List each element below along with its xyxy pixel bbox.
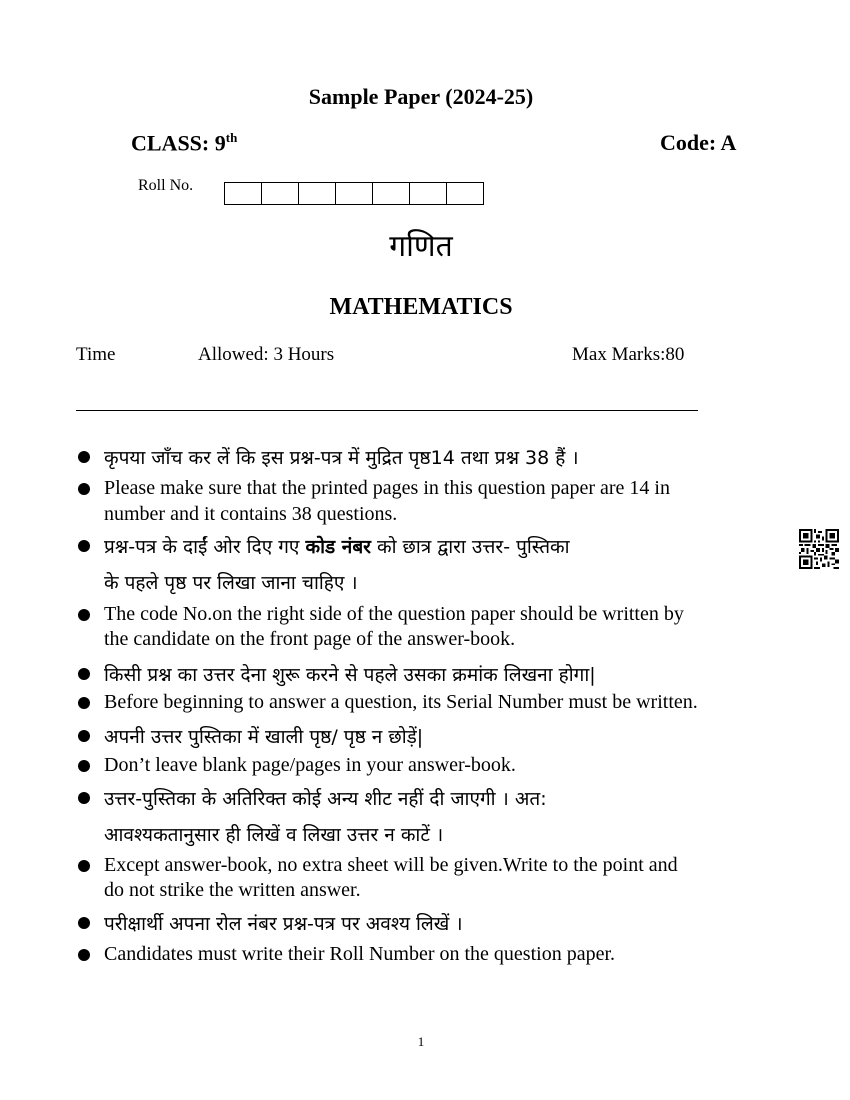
instruction-hindi: अपनी उत्तर पुस्तिका में खाली पृष्ठ/ पृष्ठ न छोड़ें| <box>104 726 424 748</box>
subject-hindi: गणित <box>389 229 453 264</box>
roll-box[interactable] <box>409 182 447 205</box>
page-number: 1 <box>417 1034 425 1049</box>
roll-box[interactable] <box>224 182 262 205</box>
roll-box[interactable] <box>372 182 410 205</box>
instruction-english: do not strike the written answer. <box>104 879 361 901</box>
instruction-hindi: परीक्षार्थी अपना रोल नंबर प्रश्न-पत्र पर अवश्य लिखें । <box>104 913 463 935</box>
class-label <box>131 130 237 156</box>
instruction-hindi: उत्तर-पुस्तिका के अतिरिक्त कोई अन्य शीट नहीं दी जाएगी । अत: <box>104 788 547 810</box>
time-allowed: Allowed: 3 Hours <box>198 344 335 365</box>
bullet-icon <box>78 760 90 772</box>
class-superscript: th <box>225 130 238 145</box>
instruction-text: प्रश्न-पत्र के दाईं ओर दिए गए <box>104 536 306 558</box>
bullet-icon <box>78 609 90 621</box>
instruction-english: The code No.on the right side of the question paper should be written by <box>104 603 684 625</box>
code-number-emphasis: कोड नंबर <box>305 536 371 558</box>
instruction-english: Except answer-book, no extra sheet will be given.Write to the point and <box>104 854 678 876</box>
divider <box>76 410 698 411</box>
instruction-english: number and it contains 38 questions. <box>104 503 398 525</box>
bullet-icon <box>78 668 90 680</box>
qr-code-icon <box>799 529 839 569</box>
max-marks: Max Marks:80 <box>572 344 685 365</box>
bullet-icon <box>78 730 90 742</box>
roll-box[interactable] <box>446 182 484 205</box>
roll-box[interactable] <box>298 182 336 205</box>
instruction-english: Before beginning to answer a question, its Serial Number must be written. <box>104 691 698 713</box>
instruction-hindi: किसी प्रश्न का उत्तर देना शुरू करने से पहले उसका क्रमांक लिखना होगा| <box>104 664 596 686</box>
instruction-hindi: आवश्यकतानुसार ही लिखें व लिखा उत्तर न काटें । <box>104 824 444 846</box>
bullet-icon <box>78 697 90 709</box>
paper-code: Code: A <box>660 130 737 155</box>
bullet-icon <box>78 540 90 552</box>
instruction-hindi: कृपया जाँच कर लें कि इस प्रश्न-पत्र में मुद्रित पृष्ठ14 तथा प्रश्न 38 हैं । <box>104 447 579 469</box>
instruction-hindi: के पहले पृष्ठ पर लिखा जाना चाहिए । <box>104 572 358 594</box>
paper-title: Sample Paper (2024-25) <box>308 84 534 109</box>
bullet-icon <box>78 483 90 495</box>
instruction-english: Candidates must write their Roll Number on the question paper. <box>104 943 616 965</box>
subject-english: MATHEMATICS <box>329 294 513 320</box>
bullet-icon <box>78 917 90 929</box>
time-label: Time <box>76 344 116 365</box>
instruction-text: को छात्र द्वारा उत्तर- पुस्तिका <box>370 536 570 558</box>
bullet-icon <box>78 451 90 463</box>
instruction-hindi <box>104 533 570 559</box>
instruction-english: Don’t leave blank page/pages in your answer-book. <box>104 754 516 776</box>
roll-box[interactable] <box>335 182 373 205</box>
roll-box[interactable] <box>261 182 299 205</box>
instruction-english: the candidate on the front page of the answer-book. <box>104 628 516 650</box>
roll-number-boxes[interactable] <box>225 182 484 205</box>
class-text: CLASS: 9 <box>131 130 226 156</box>
instruction-english: Please make sure that the printed pages in this question paper are 14 in <box>104 477 670 499</box>
bullet-icon <box>78 860 90 872</box>
bullet-icon <box>78 949 90 961</box>
roll-number-label: Roll No. <box>138 177 194 194</box>
bullet-icon <box>78 792 90 804</box>
